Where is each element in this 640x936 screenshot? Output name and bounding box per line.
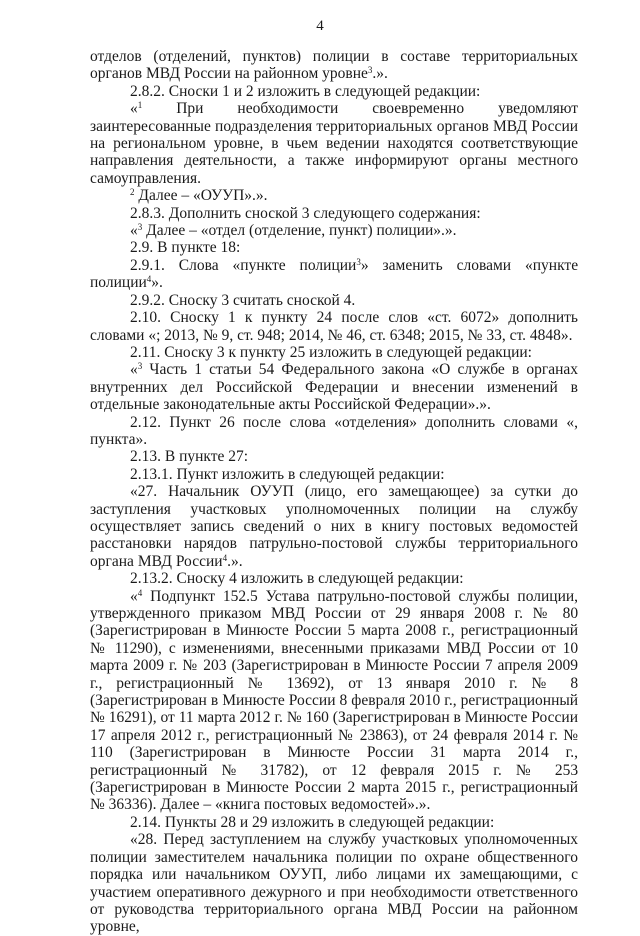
paragraph: 2.13.1. Пункт изложить в следующей редакции: — [130, 465, 445, 483]
paragraph: 2.13. В пункте 27: — [130, 448, 249, 466]
paragraph: «$^1$ При необходимости своевременно уведомляют заинтересованные подразделения территориальных органов МВД России на региональном уровне, в чьем ведении находятся соответствующие направления деятельности, а также информируют органы местного самоуправления. — [90, 100, 579, 187]
document-body — [90, 48, 578, 936]
paragraph: «27. Начальник ОУУП (лицо, его замещающее) за сутки до заступления участковых уполномоченных полиции на службу осуществляет запись сведений о них в книгу постовых ведомостей расстановки нарядов патрульно-постовой службы территориального органа МВД России$^4$.». — [90, 483, 579, 570]
paragraph: 2.9.1. Слова «пункте полиции$^3$» заменить словами «пункте полиции$^4$». — [90, 256, 579, 292]
paragraph: отделов (отделений, пунктов) полиции в составе территориальных органов МВД России на районном уровне$^3$.». — [90, 48, 579, 83]
paragraph: 2.8.2. Сноски 1 и 2 изложить в следующей редакции: — [130, 82, 481, 100]
paragraph: 2.12. Пункт 26 после слова «отделения» дополнить словами «, пункта». — [90, 413, 578, 448]
paragraph: 2.13.2. Сноску 4 изложить в следующей редакции: — [130, 570, 464, 588]
paragraph: $^2$ Далее – «ОУУП».». — [130, 187, 268, 205]
paragraph: 2.10. Сноску 1 к пункту 24 после слов «ст. 6072» дополнить словами «; 2013, № 9, ст. 948; 2014, № 46, ст. 6348; 2015, № 33, ст. 4848». — [90, 309, 578, 344]
page-number: 4 — [316, 18, 324, 34]
paragraph: 2.11. Сноску 3 к пункту 25 изложить в следующей редакции: — [130, 343, 532, 361]
paragraph: 2.9.2. Сноску 3 считать сноской 4. — [130, 291, 356, 309]
paragraph: 2.14. Пункты 28 и 29 изложить в следующей редакции: — [130, 813, 495, 831]
paragraph: «$^3$ Далее – «отдел (отделение, пункт) полиции».». — [130, 222, 457, 240]
paragraph: 2.9. В пункте 18: — [130, 239, 241, 257]
paragraph: «28. Перед заступлением на службу участковых уполномоченных полиции заместителем начальника полиции по охране общественного порядка или начальником ОУУП, либо лицами их замещающими, с участием оперативного дежурного и при необходимости ответственного от руководства территориального органа МВД России на районном уровне, — [90, 831, 578, 936]
paragraph: 2.8.3. Дополнить сноской 3 следующего содержания: — [130, 204, 481, 222]
paragraph: «$^4$ Подпункт 152.5 Устава патрульно-постовой службы полиции, утвержденного приказом МВД России от 29 января 2008 г. № 80 (Зарегистрирован в Минюсте России 5 марта 2008 г., регистрационный № 11290), с изменениями, внесенными приказами МВД России от 10 марта 2009 г. № 203 (Зарегистрирован в Минюсте России 7 апреля 2009 г., регистрационный № 13692), от 13 января 2010 г. № 8 (Зарегистрирован в Минюсте России 8 февраля 2010 г., регистрационный № 16291), от 11 марта 2012 г. № 160 (Зарегистрирован в Минюсте России 17 апреля 2012 г., регистрационный № 23863), от 24 февраля 2014 г. № 110 (Зарегистрирован в Минюсте России 31 марта 2014 г., регистрационный № 31782), от 12 февраля 2015 г. № 253 (Зарегистрирован в Минюсте России 2 марта 2015 г., регистрационный № 36336). Далее – «книга постовых ведомостей».». — [90, 587, 579, 814]
paragraph: «$^3$ Часть 1 статьи 54 Федерального закона «О службе в органах внутренних дел Российской Федерации и внесении изменений в отдельные законодательные акты Российской Федерации».». — [90, 361, 579, 414]
